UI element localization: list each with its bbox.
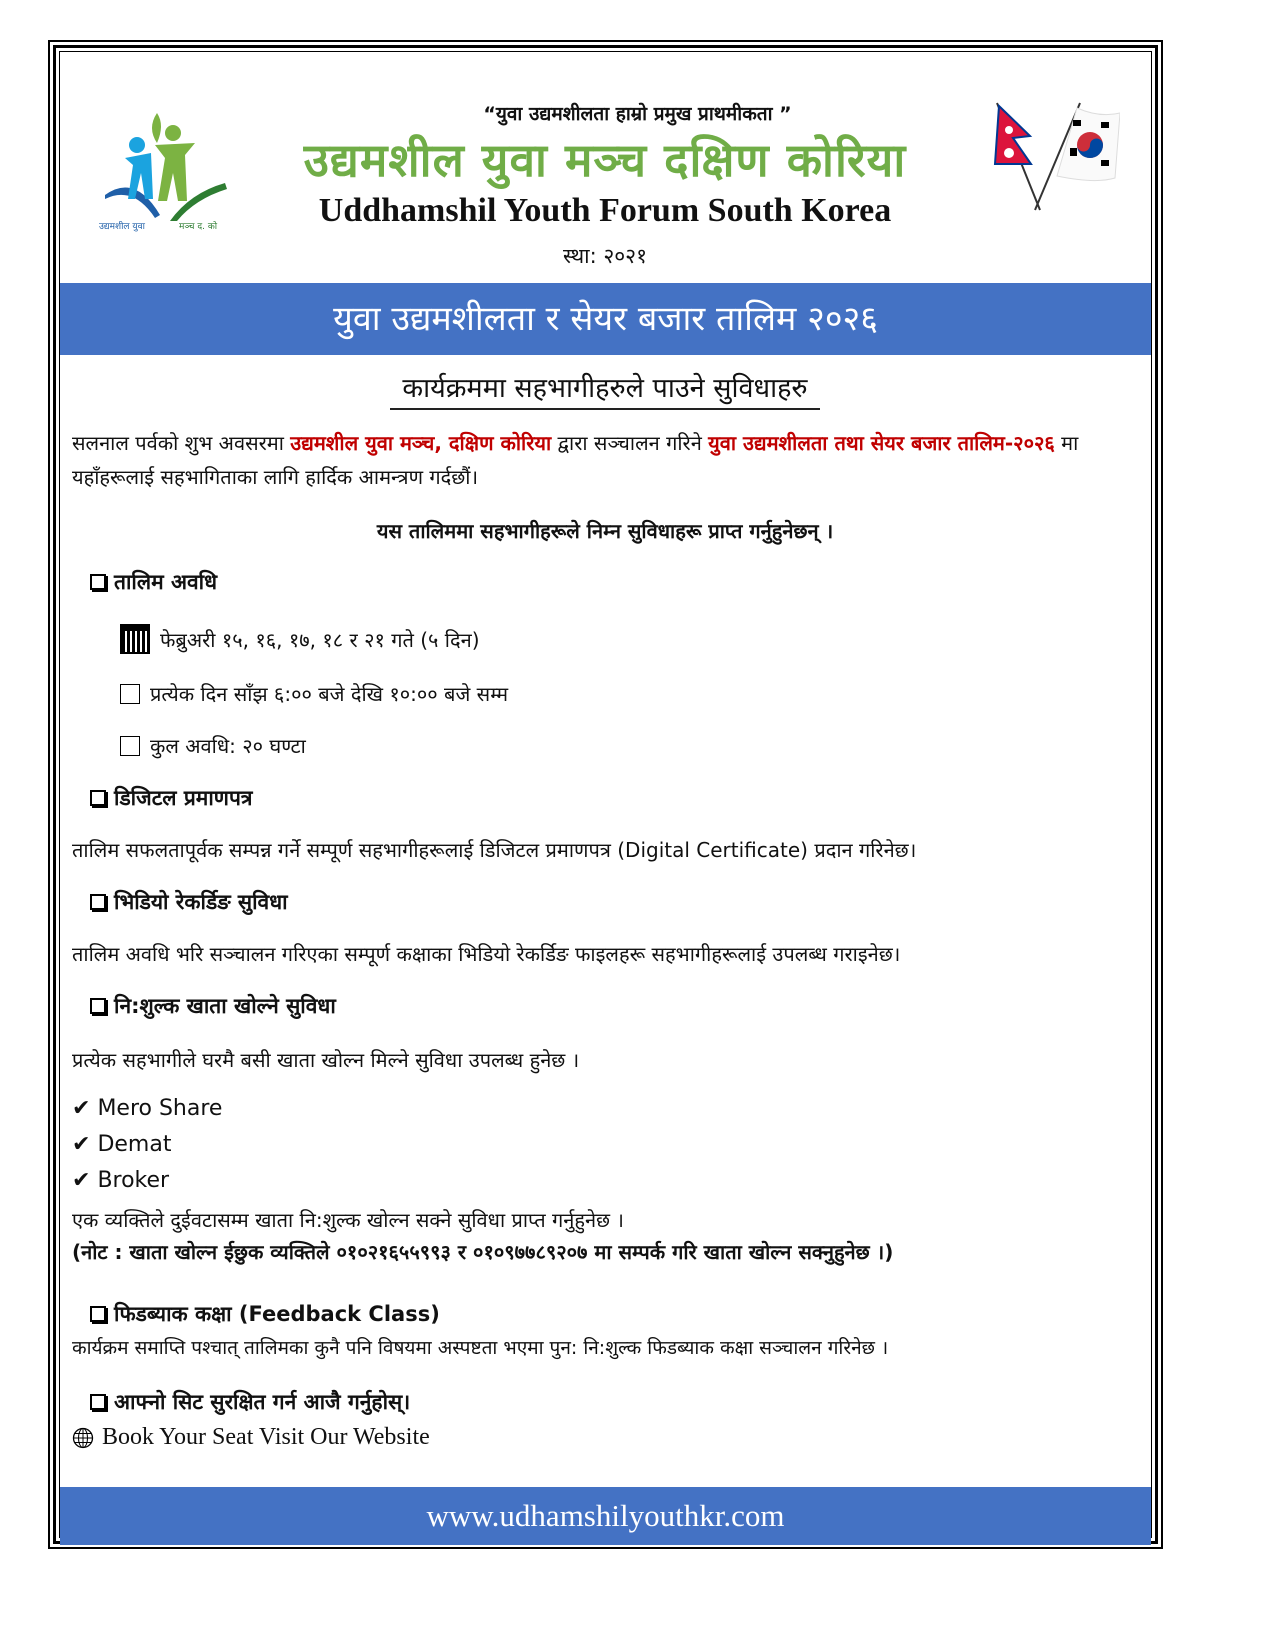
checkbox-icon	[90, 998, 106, 1014]
section-certificate-heading	[90, 784, 252, 812]
intro-text: मा यहाँहरूलाई सहभागिताका लागि हार्दिक आमन्त्रण गर्दछौं।	[72, 431, 1079, 489]
checkbox-icon	[90, 790, 106, 806]
section-subtitle	[0, 368, 1210, 405]
website-link[interactable]: www.udhamshilyouthkr.com	[426, 1498, 785, 1533]
duration-item	[120, 732, 306, 759]
cta-text: Book Your Seat Visit Our Website	[102, 1424, 430, 1450]
checklist-item: ✔ Mero Share	[72, 1096, 223, 1121]
established-year: स्था: २०२१	[562, 244, 648, 268]
checkbox-icon	[90, 1394, 106, 1410]
checkbox-icon	[120, 736, 140, 756]
feedback-body: कार्यक्रम समाप्ति पश्चात् तालिमका कुनै पनि विषयमा अस्पष्टता भएमा पुन: नि:शुल्क फिडब्याक कक्षा सञ्चालन गरिनेछ ।	[72, 1337, 889, 1359]
title-band: युवा उद्यमशीलता र सेयर बजार तालिम २०२६	[60, 283, 1151, 355]
duration-total: कुल अवधि: २० घण्टा	[150, 734, 306, 758]
recording-body: तालिम अवधि भरि सञ्चालन गरिएका सम्पूर्ण कक्षाका भिडियो रेकर्डिङ फाइलहरू सहभागीहरूलाई उपलब्ध गराइनेछ।	[72, 942, 901, 966]
subtitle-text: कार्यक्रममा सहभागीहरुले पाउने सुविधाहरु	[390, 373, 819, 410]
duration-dates: फेब्रुअरी १५, १६, १७, १८ र २१ गते (५ दिन)	[160, 627, 480, 652]
org-name-nepali: उद्यमशील युवा मञ्च दक्षिण कोरिया	[303, 133, 907, 187]
calendar-icon	[120, 624, 150, 654]
svg-text:मञ्च द. को: मञ्च द. को	[179, 222, 218, 232]
checkbox-icon	[90, 894, 106, 910]
intro-paragraph	[72, 426, 1132, 494]
globe-icon	[72, 1427, 94, 1449]
section-account-heading	[90, 992, 336, 1020]
duration-item	[120, 624, 480, 654]
account-limit: एक व्यक्तिले दुईवटासम्म खाता नि:शुल्क खोल्न सक्ने सुविधा प्राप्त गर्नुहुनेछ ।	[72, 1208, 625, 1232]
duration-time: प्रत्येक दिन साँझ ६:०० बजे देखि १०:०० बजे सम्म	[150, 682, 509, 706]
checkbox-icon	[90, 1306, 106, 1322]
benefits-intro: यस तालिममा सहभागीहरूले निम्न सुविधाहरू प्राप्त गर्नुहुनेछन् ।	[376, 519, 834, 543]
booking-cta	[72, 1424, 430, 1451]
checklist-label: Broker	[97, 1168, 170, 1193]
intro-text: द्वारा सञ्चालन गरिने	[551, 431, 709, 455]
checkbox-icon	[90, 574, 106, 590]
heading-text: नि:शुल्क खाता खोल्ने सुविधा	[114, 994, 336, 1018]
intro-text: सलनाल पर्वको शुभ अवसरमा	[72, 431, 291, 455]
checklist-item: ✔ Broker	[72, 1168, 170, 1193]
checklist-item: ✔ Demat	[72, 1132, 172, 1157]
section-recording-heading	[90, 888, 288, 916]
section-feedback-heading	[90, 1300, 440, 1328]
certificate-body: तालिम सफलतापूर्वक सम्पन्न गर्ने सम्पूर्ण सहभागीहरूलाई डिजिटल प्रमाणपत्र (Digital Certificate) प्रदान गरिनेछ।	[72, 838, 917, 862]
intro-highlight-org: उद्यमशील युवा मञ्च, दक्षिण कोरिया	[290, 431, 552, 455]
slogan: “युवा उद्यमशीलता हाम्रो प्रमुख प्राथमीकता ”	[483, 103, 792, 125]
checklist-label: Demat	[97, 1132, 172, 1157]
svg-text:उद्यमशील युवा: उद्यमशील युवा	[99, 222, 145, 232]
org-name-english: Uddhamshil Youth Forum South Korea	[318, 192, 892, 229]
heading-text: तालिम अवधि	[114, 570, 218, 594]
heading-text: आफ्नो सिट सुरक्षित गर्न आजै गर्नुहोस्।	[114, 1390, 411, 1414]
account-body: प्रत्येक सहभागीले घरमै बसी खाता खोल्न मिल्ने सुविधा उपलब्ध हुनेछ ।	[72, 1048, 580, 1072]
footer-band	[60, 1487, 1151, 1545]
duration-item	[120, 680, 508, 707]
intro-highlight-training: युवा उद्यमशीलता तथा सेयर बजार तालिम-२०२६	[708, 431, 1055, 455]
heading-text: डिजिटल प्रमाणपत्र	[114, 786, 253, 810]
account-note: (नोट : खाता खोल्न ईछुक व्यक्तिले ०१०२१६५५९९३ र ०१०९७७८९२०७ मा सम्पर्क गरि खाता खोल्न सक्नुहुनेछ ।)	[72, 1240, 894, 1264]
section-booking-heading	[90, 1388, 410, 1416]
checklist-label: Mero Share	[97, 1096, 223, 1121]
checkbox-icon	[120, 684, 140, 704]
section-duration-heading	[90, 568, 217, 596]
heading-text: फिडब्याक कक्षा (Feedback Class)	[114, 1302, 440, 1326]
heading-text: भिडियो रेकर्डिङ सुविधा	[114, 890, 288, 914]
